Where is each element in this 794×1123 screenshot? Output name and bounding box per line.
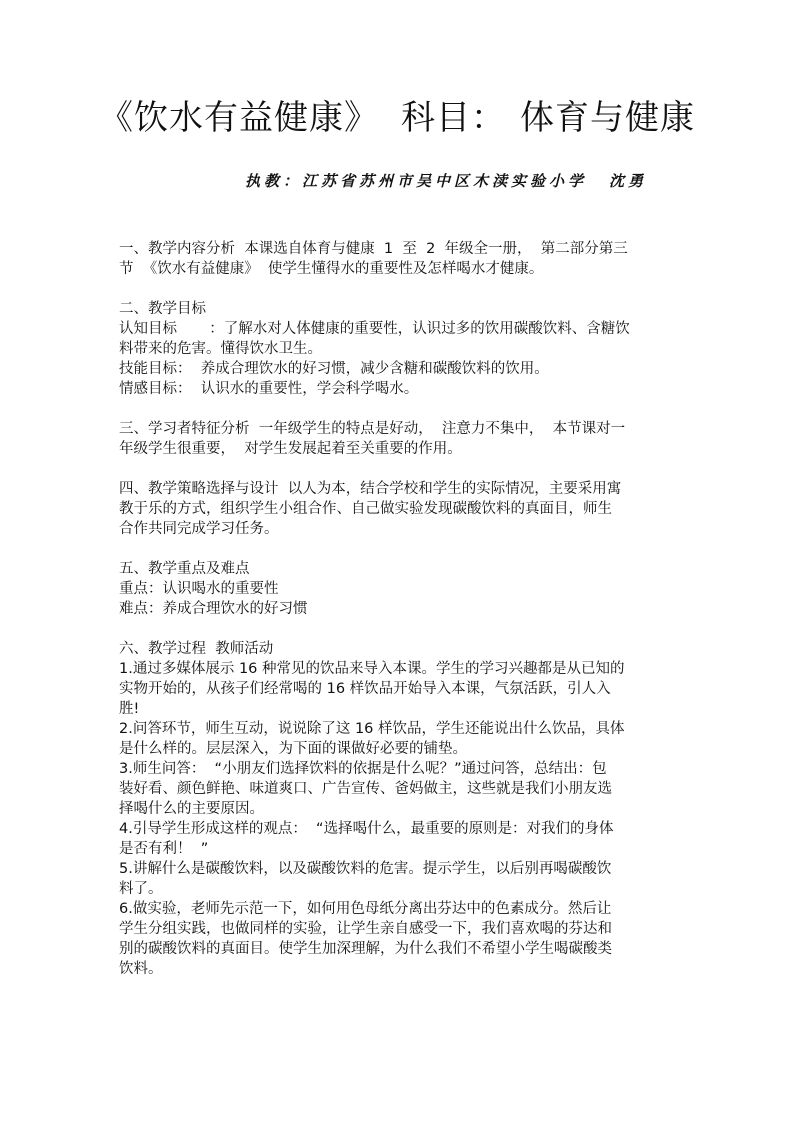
process-line: 择喝什么的主要原因。 <box>119 801 264 817</box>
process-line: 2.问答环节，师生互动，说说除了这 16 样饮品，学生还能说出什么饮品，具体 <box>119 721 625 737</box>
learner-analysis-line: 三、学习者特征分析 一年级学生的特点是好动， 注意力不集中， 本节课对一 <box>119 421 626 437</box>
learner-analysis-line: 年级学生很重要， 对学生发展起着至关重要的作用。 <box>119 441 462 457</box>
process-line: 实物开始的，从孩子们经常喝的 16 样饮品开始导入本课，气氛活跃，引人入 <box>119 681 611 697</box>
subject-label: 科目： <box>401 98 506 138</box>
lesson-title <box>0 92 794 144</box>
process-line: 4.引导学生形成这样的观点： “选择喝什么，最重要的原则是：对我们的身体 <box>119 821 614 837</box>
emotion-objective: 情感目标： 认识水的重要性，学会科学喝水。 <box>119 381 419 397</box>
teacher-label: 执教：江苏省苏州市吴中区木渎实验小学 <box>245 172 588 190</box>
content-analysis-line: 节 《饮水有益健康》 使学生懂得水的重要性及怎样喝水才健康。 <box>119 261 544 277</box>
process-line: 是否有利！ ” <box>119 841 209 857</box>
process-heading: 六、教学过程 教师活动 <box>119 641 274 657</box>
process-line: 是什么样的。层层深入，为下面的课做好必要的铺垫。 <box>119 741 467 757</box>
strategy-line: 四、教学策略选择与设计 以人为本，结合学校和学生的实际情况，主要采用寓 <box>119 481 622 497</box>
cognitive-objective-line: 料带来的危害。懂得饮水卫生。 <box>119 341 322 357</box>
cognitive-objective-line: 认知目标 ：了解水对人体健康的重要性，认识过多的饮用碳酸饮料、含糖饮 <box>119 321 630 337</box>
objectives-heading: 二、教学目标 <box>119 301 206 317</box>
skill-objective: 技能目标： 养成合理饮水的好习惯，减少含糖和碳酸饮料的饮用。 <box>119 361 549 377</box>
subject-name: 体育与健康 <box>520 98 695 138</box>
key-points-heading: 五、教学重点及难点 <box>119 561 250 577</box>
strategy-line: 合作共同完成学习任务。 <box>119 521 279 537</box>
process-line: 别的碳酸饮料的真面目。使学生加深理解，为什么我们不希望小学生喝碳酸类 <box>119 941 612 957</box>
process-line: 3.师生问答： “小朋友们选择饮料的依据是什么呢？”通过问答，总结出：包 <box>119 761 607 777</box>
process-line: 学生分组实践，也做同样的实验，让学生亲自感受一下，我们喜欢喝的芬达和 <box>119 921 612 937</box>
process-line: 6.做实验，老师先示范一下，如何用色母纸分离出芬达中的色素成分。然后让 <box>119 901 612 917</box>
difficult-point: 难点：养成合理饮水的好习惯 <box>119 601 308 617</box>
document-body <box>119 239 679 979</box>
process-line: 胜! <box>119 701 140 717</box>
content-analysis-line: 一、教学内容分析 本课选自体育与健康 1 至 2 年级全一册， 第二部分第三 <box>119 241 628 257</box>
lesson-title-main: 《饮水有益健康》 <box>99 98 379 138</box>
process-line: 1.通过多媒体展示 16 种常见的饮品来导入本课。学生的学习兴趣都是从已知的 <box>119 661 625 677</box>
key-point: 重点：认识喝水的重要性 <box>119 581 279 597</box>
teacher-line <box>245 170 647 192</box>
process-line: 装好看、颜色鲜艳、味道爽口、广告宣传、爸妈做主，这些就是我们小朋友选 <box>119 781 612 797</box>
process-line: 饮料。 <box>119 961 163 977</box>
process-line: 料了。 <box>119 881 163 897</box>
process-line: 5.讲解什么是碳酸饮料，以及碳酸饮料的危害。提示学生，以后别再喝碳酸饮 <box>119 861 612 877</box>
strategy-line: 教于乐的方式，组织学生小组合作、自己做实验发现碳酸饮料的真面目，师生 <box>119 501 612 517</box>
teacher-name: 沈勇 <box>609 172 648 190</box>
